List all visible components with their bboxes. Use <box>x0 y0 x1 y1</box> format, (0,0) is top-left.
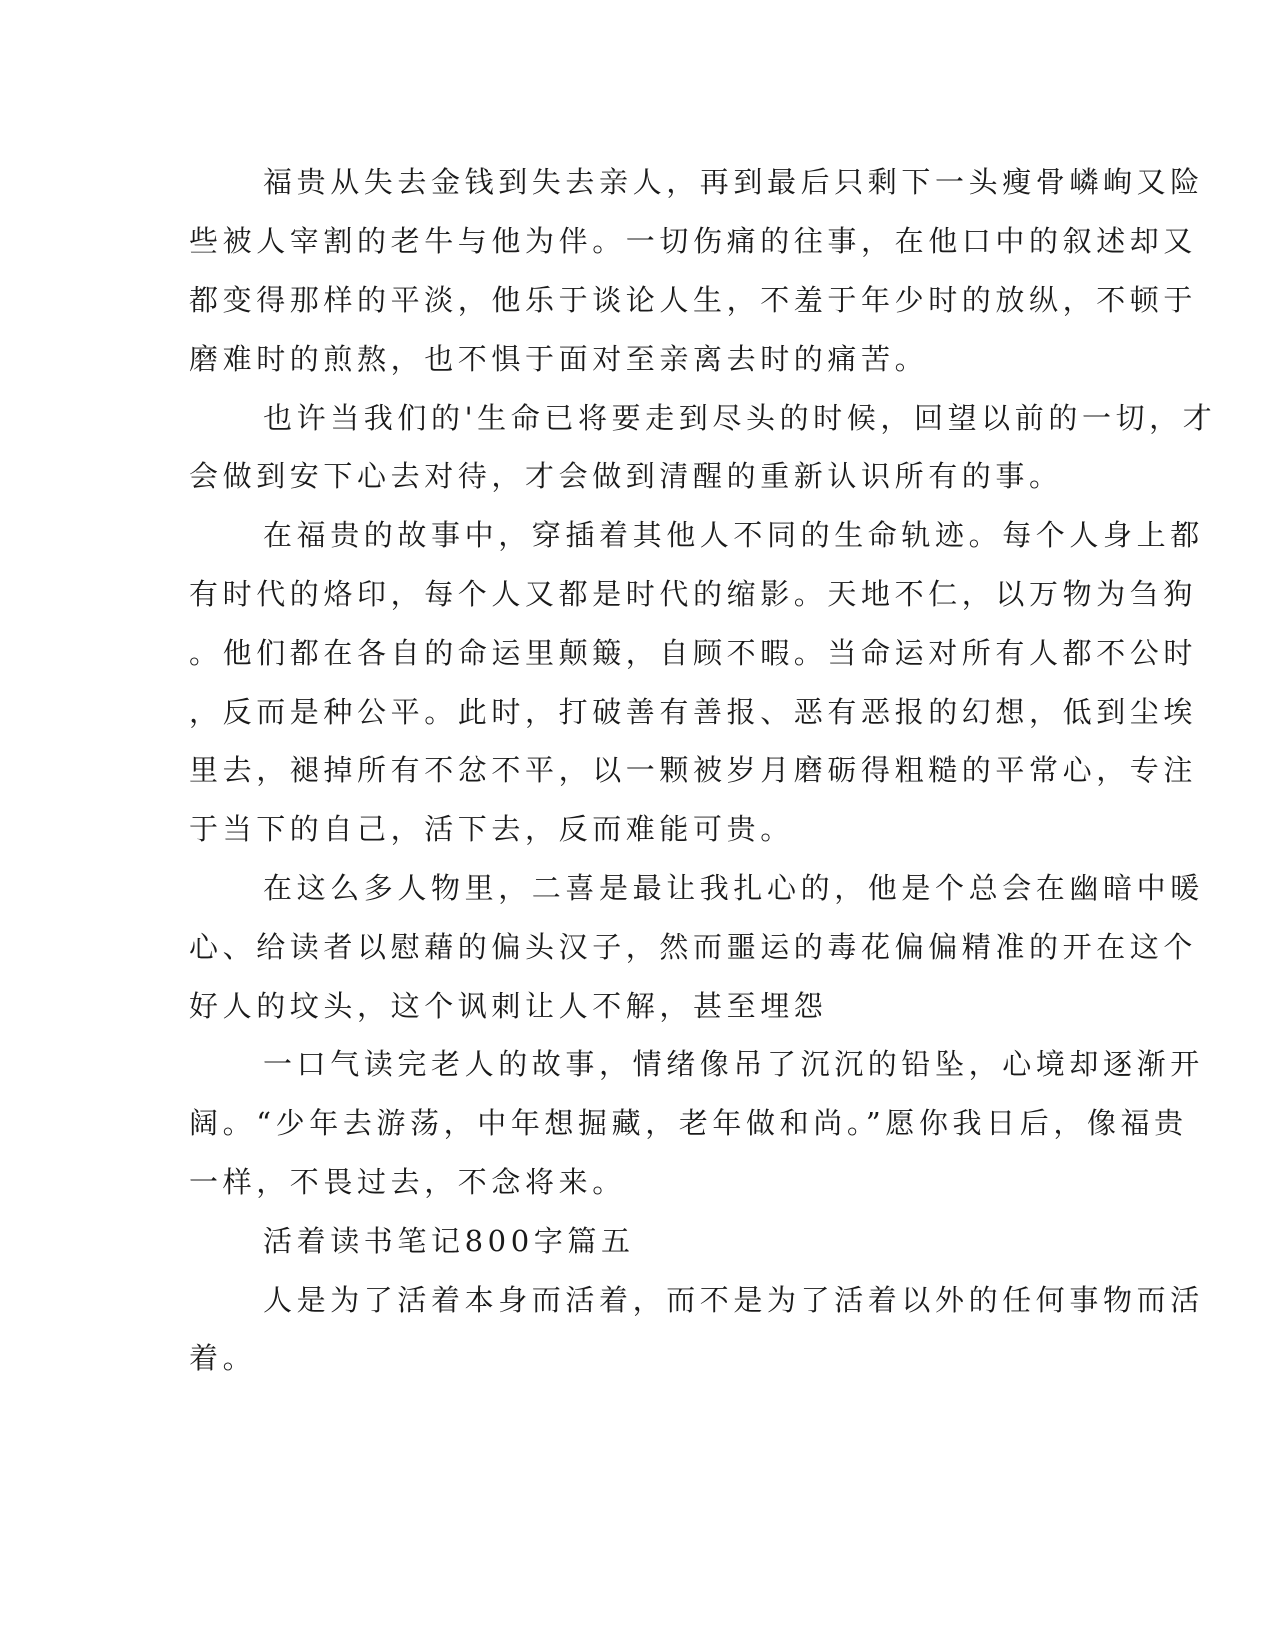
paragraph-3-line-3: 。他们都在各自的命运里颠簸，自顾不暇。当命运对所有人都不公时 <box>189 636 1198 670</box>
paragraph-6-line-1: 人是为了活着本身而活着，而不是为了活着以外的任何事物而活 <box>263 1283 1204 1317</box>
section-heading: 活着读书笔记800字篇五 <box>263 1224 635 1258</box>
paragraph-3-line-6: 于当下的自己，活下去，反而难能可贵。 <box>189 812 794 846</box>
paragraph-4-line-1: 在这么多人物里，二喜是最让我扎心的，他是个总会在幽暗中暖 <box>263 871 1204 905</box>
paragraph-1-line-4: 磨难时的煎熬，也不惧于面对至亲离去时的痛苦。 <box>189 342 929 376</box>
paragraph-4-line-2: 心、给读者以慰藉的偏头汉子，然而噩运的毒花偏偏精准的开在这个 <box>189 930 1198 964</box>
paragraph-3-line-1: 在福贵的故事中，穿插着其他人不同的生命轨迹。每个人身上都 <box>263 518 1204 552</box>
paragraph-2-line-2: 会做到安下心去对待，才会做到清醒的重新认识所有的事。 <box>189 459 1063 493</box>
paragraph-4-line-3: 好人的坟头，这个讽刺让人不解，甚至埋怨 <box>189 989 828 1023</box>
paragraph-3-line-4: ，反而是种公平。此时，打破善有善报、恶有恶报的幻想，低到尘埃 <box>189 695 1198 729</box>
paragraph-1-line-3: 都变得那样的平淡，他乐于谈论人生，不羞于年少时的放纵，不顿于 <box>189 283 1198 317</box>
paragraph-3-line-5: 里去，褪掉所有不忿不平，以一颗被岁月磨砺得粗糙的平常心，专注 <box>189 753 1198 787</box>
paragraph-2-line-1: 也许当我们的'生命已将要走到尽头的时候，回望以前的一切，才 <box>263 401 1217 435</box>
paragraph-6-line-2: 着。 <box>189 1341 257 1375</box>
paragraph-5-line-1: 一口气读完老人的故事，情绪像吊了沉沉的铅坠，心境却逐渐开 <box>263 1047 1204 1081</box>
paragraph-1-line-1: 福贵从失去金钱到失去亲人，再到最后只剩下一头瘦骨嶙峋又险 <box>263 165 1204 199</box>
paragraph-5-line-3: 一样，不畏过去，不念将来。 <box>189 1165 626 1199</box>
paragraph-3-line-2: 有时代的烙印，每个人又都是时代的缩影。天地不仁，以万物为刍狗 <box>189 577 1198 611</box>
paragraph-1-line-2: 些被人宰割的老牛与他为伴。一切伤痛的往事，在他口中的叙述却又 <box>189 224 1198 258</box>
paragraph-5-line-2: 阔。“少年去游荡，中年想掘藏，老年做和尚。”愿你我日后，像福贵 <box>189 1106 1188 1140</box>
